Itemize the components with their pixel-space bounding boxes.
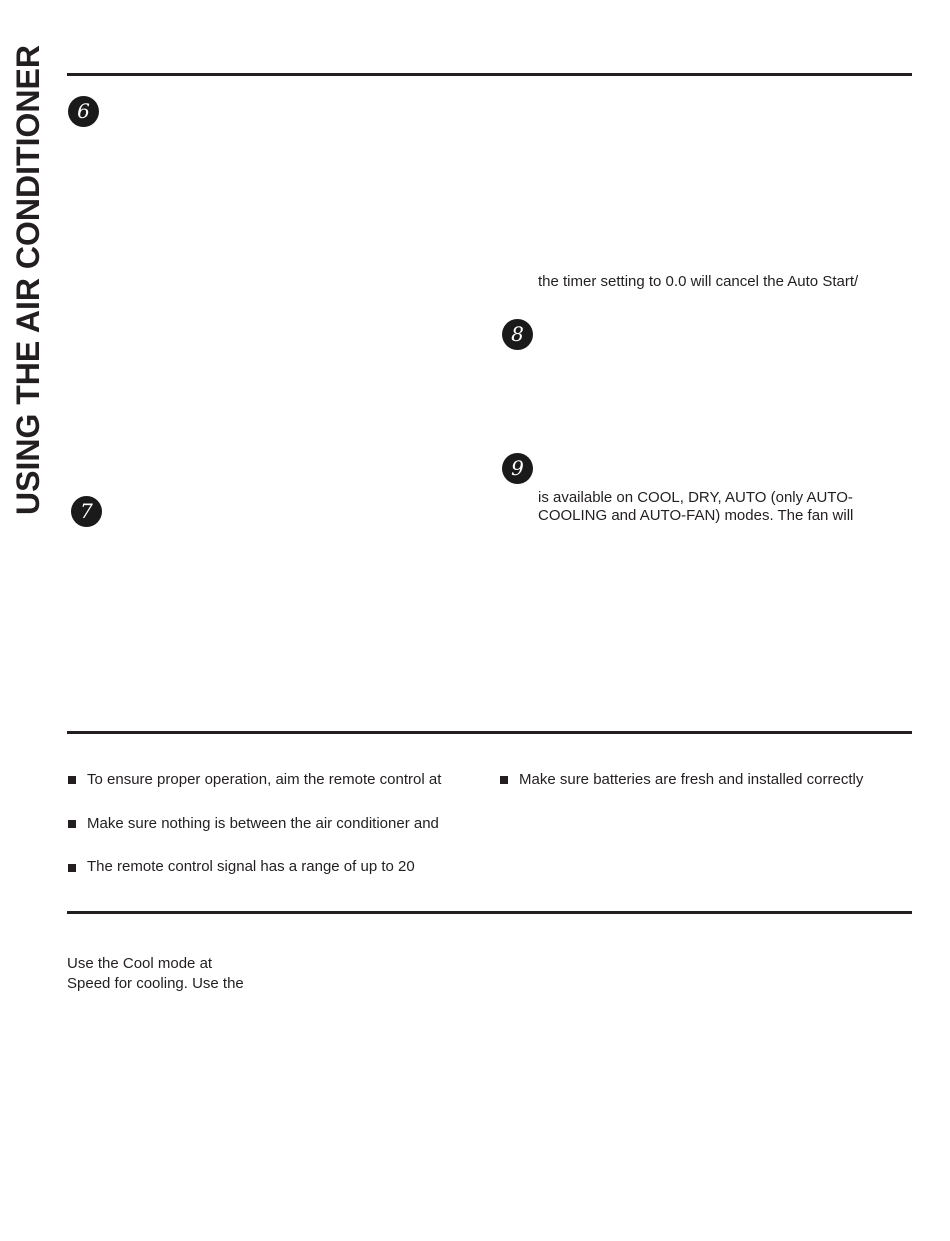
lower-divider xyxy=(67,911,912,914)
bullet-marker xyxy=(68,776,76,784)
step-9-badge: 9 xyxy=(502,453,533,484)
fan-text-line-1: is available on COOL, DRY, AUTO (only AUTO- xyxy=(538,489,853,506)
remote-tip-left-2: Make sure nothing is between the air conditioner and xyxy=(87,815,439,832)
fan-text-line-2: COOLING and AUTO-FAN) modes. The fan will xyxy=(538,507,854,524)
bullet-marker xyxy=(68,820,76,828)
side-section-title: USING THE AIR CONDITIONER xyxy=(10,45,46,515)
bullet-marker xyxy=(500,776,508,784)
top-divider xyxy=(67,73,912,76)
bullet-marker xyxy=(68,864,76,872)
remote-tip-left-3: The remote control signal has a range of up to 20 xyxy=(87,858,415,875)
step-8-badge: 8 xyxy=(502,319,533,350)
middle-divider xyxy=(67,731,912,734)
cool-mode-line-2: Speed for cooling. Use the xyxy=(67,975,244,992)
step-6-badge: 6 xyxy=(68,96,99,127)
step-7-badge: 7 xyxy=(71,496,102,527)
timer-text-line: the timer setting to 0.0 will cancel the Auto Start/ xyxy=(538,273,859,290)
cool-mode-line-1: Use the Cool mode at xyxy=(67,955,213,972)
remote-tip-right-1: Make sure batteries are fresh and installed correctly xyxy=(519,771,864,788)
remote-tip-left-1: To ensure proper operation, aim the remote control at xyxy=(87,771,442,788)
